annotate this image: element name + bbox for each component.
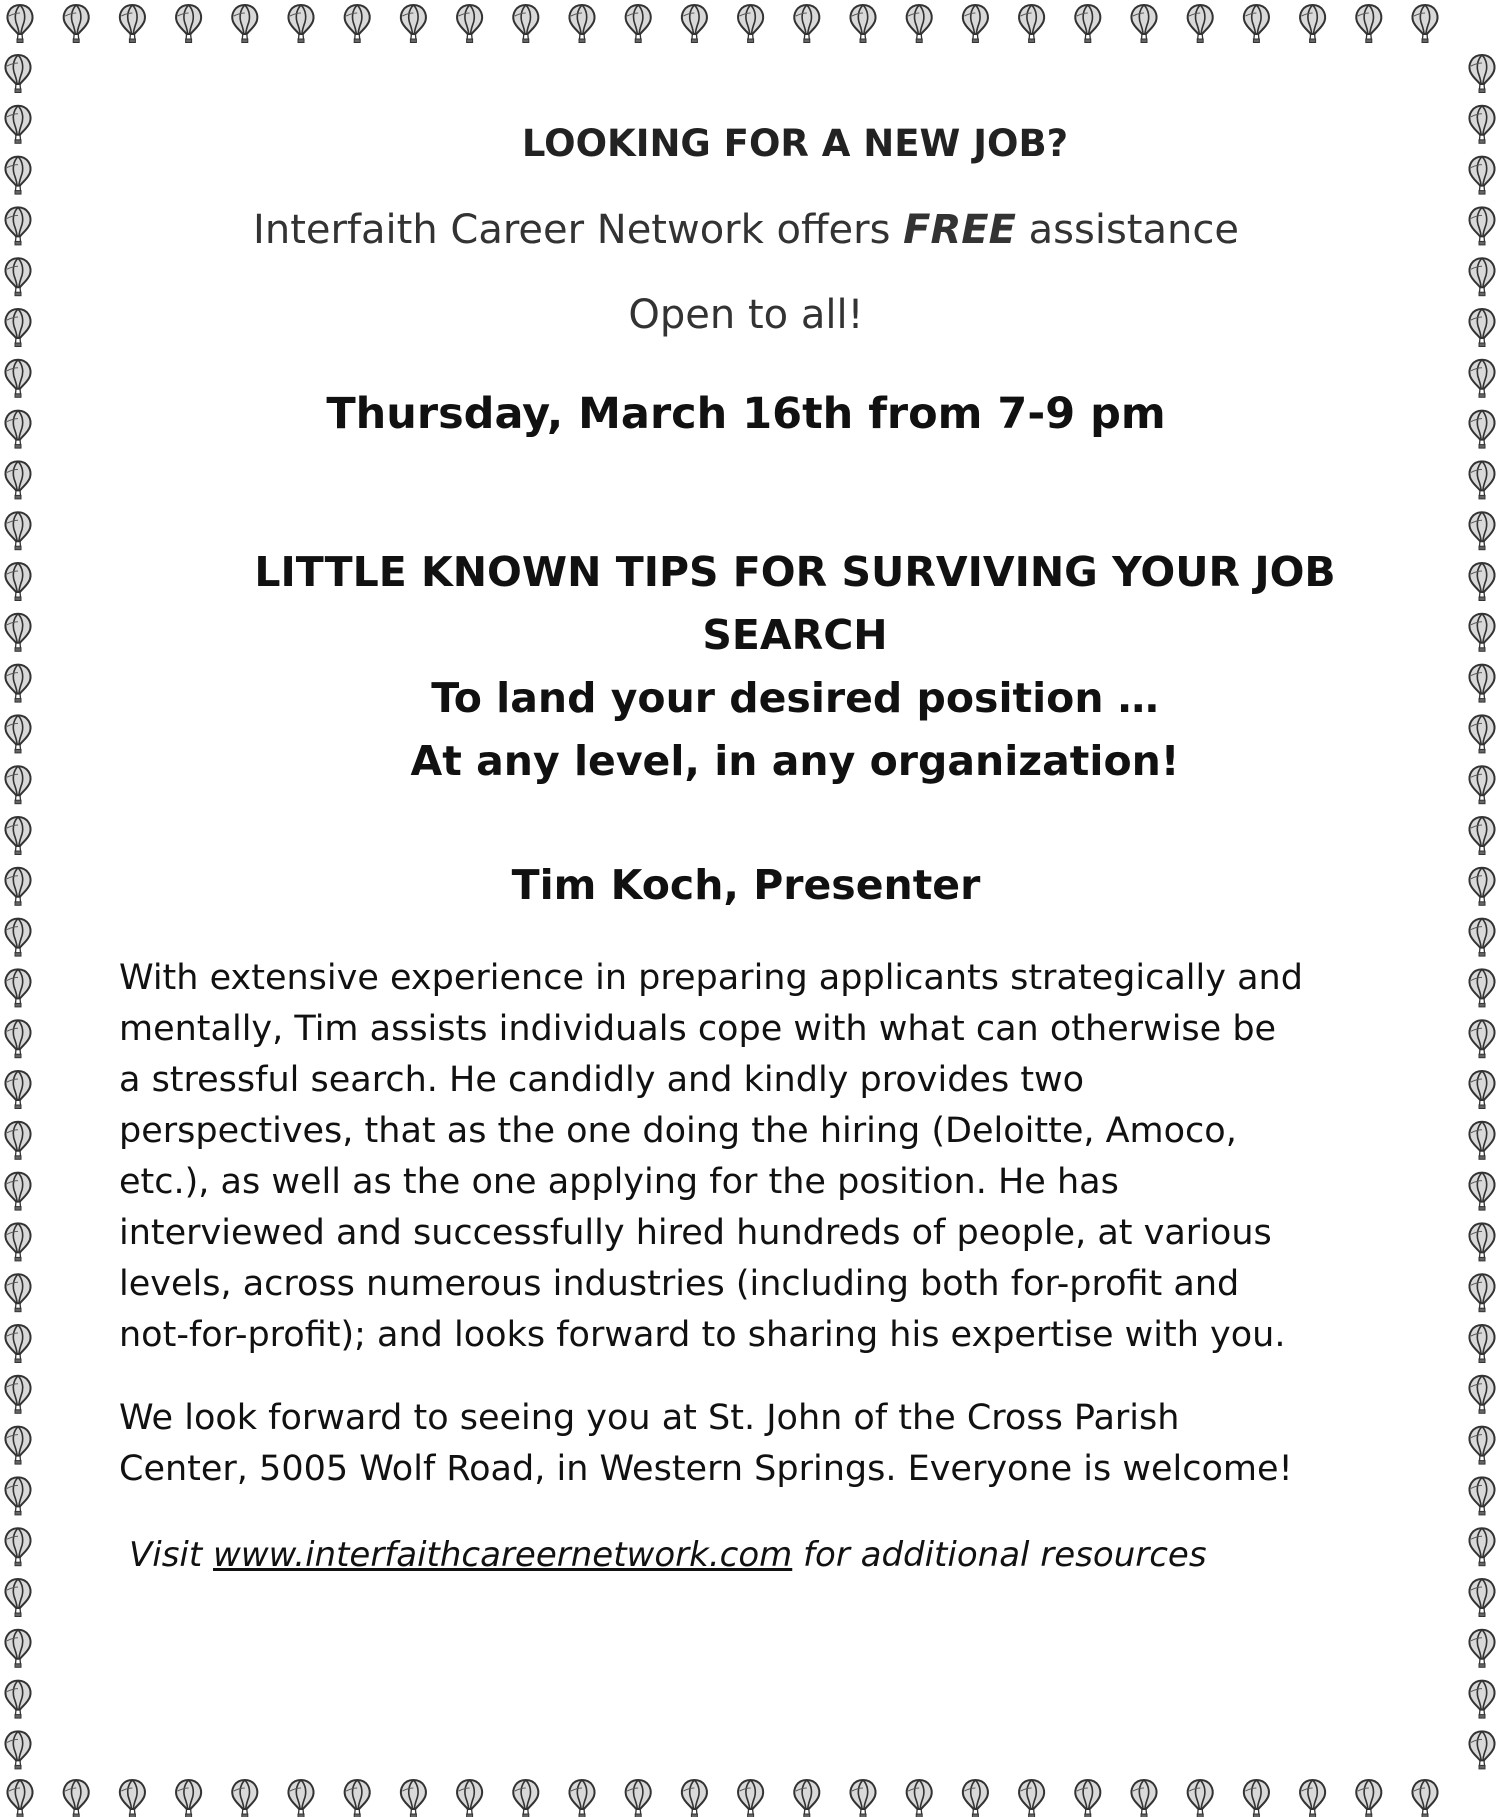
hot-air-balloon-icon	[457, 1780, 482, 1817]
hot-air-balloon-icon	[1470, 1223, 1495, 1261]
hot-air-balloon-icon	[1470, 461, 1495, 499]
hot-air-balloon-icon	[64, 1780, 89, 1817]
hot-air-balloon-icon	[1188, 5, 1213, 43]
hot-air-balloon-icon	[794, 1780, 819, 1817]
hot-air-balloon-icon	[6, 919, 31, 957]
hot-air-balloon-icon	[794, 5, 819, 43]
bio-line: With extensive experience in preparing applicants strategically and	[119, 958, 1303, 998]
hot-air-balloon-icon	[1132, 1780, 1157, 1817]
hot-air-balloon-icon	[1470, 106, 1495, 144]
hot-air-balloon-icon	[1470, 868, 1495, 906]
hot-air-balloon-icon	[1470, 1325, 1495, 1363]
visit-text-before: Visit	[129, 1535, 214, 1575]
hot-air-balloon-icon	[1188, 1780, 1213, 1817]
hot-air-balloon-icon	[232, 5, 257, 43]
hot-air-balloon-icon	[1356, 1780, 1381, 1817]
hot-air-balloon-icon	[1470, 766, 1495, 804]
hot-air-balloon-icon	[1470, 157, 1495, 195]
hot-air-balloon-icon	[401, 5, 426, 43]
hot-air-balloon-icon	[1470, 614, 1495, 652]
hot-air-balloon-icon	[570, 1780, 595, 1817]
hot-air-balloon-icon	[120, 1780, 145, 1817]
hot-air-balloon-icon	[1470, 1071, 1495, 1109]
hot-air-balloon-icon	[1244, 1780, 1269, 1817]
hot-air-balloon-icon	[1470, 1731, 1495, 1769]
hot-air-balloon-icon	[345, 1780, 370, 1817]
hot-air-balloon-icon	[6, 1579, 31, 1617]
bio-line: etc.), as well as the one applying for the position. He has	[119, 1162, 1119, 1202]
main-heading: LOOKING FOR A NEW JOB?	[521, 122, 1069, 165]
tips-subtitle-line-2: At any level, in any organization!	[410, 737, 1180, 785]
offer-line	[253, 207, 1239, 253]
hot-air-balloon-icon	[6, 258, 31, 296]
presenter-name: Tim Koch, Presenter	[511, 861, 981, 909]
hot-air-balloon-icon	[1019, 1780, 1044, 1817]
hot-air-balloon-icon	[1470, 309, 1495, 347]
tips-title-line-2: SEARCH	[702, 611, 888, 659]
hot-air-balloon-icon	[1470, 207, 1495, 245]
hot-air-balloon-icon	[120, 5, 145, 43]
bio-line: mentally, Tim assists individuals cope with what can otherwise be	[119, 1009, 1277, 1049]
hot-air-balloon-icon	[1413, 1780, 1438, 1817]
hot-air-balloon-icon	[6, 1173, 31, 1211]
hot-air-balloon-icon	[176, 1780, 201, 1817]
hot-air-balloon-icon	[1470, 969, 1495, 1007]
hot-air-balloon-icon	[289, 1780, 314, 1817]
offer-text-after: assistance	[1015, 207, 1239, 253]
hot-air-balloon-icon	[6, 55, 31, 93]
offer-text-before: Interfaith Career Network offers	[253, 207, 904, 253]
hot-air-balloon-icon	[907, 1780, 932, 1817]
hot-air-balloon-icon	[1470, 1579, 1495, 1617]
hot-air-balloon-icon	[6, 1681, 31, 1719]
hot-air-balloon-icon	[6, 665, 31, 703]
hot-air-balloon-icon	[64, 5, 89, 43]
hot-air-balloon-icon	[1300, 1780, 1325, 1817]
hot-air-balloon-icon	[682, 1780, 707, 1817]
hot-air-balloon-icon	[6, 1274, 31, 1312]
hot-air-balloon-icon	[1470, 919, 1495, 957]
hot-air-balloon-icon	[1075, 5, 1100, 43]
hot-air-balloon-icon	[963, 1780, 988, 1817]
hot-air-balloon-icon	[1470, 512, 1495, 550]
location-line: Center, 5005 Wolf Road, in Western Springs. Everyone is welcome!	[119, 1449, 1293, 1489]
hot-air-balloon-icon	[6, 360, 31, 398]
hot-air-balloon-icon	[289, 5, 314, 43]
hot-air-balloon-icon	[1470, 1274, 1495, 1312]
hot-air-balloon-icon	[6, 1376, 31, 1414]
bio-line: a stressful search. He candidly and kindly provides two	[119, 1060, 1085, 1100]
hot-air-balloon-icon	[232, 1780, 257, 1817]
hot-air-balloon-icon	[457, 5, 482, 43]
hot-air-balloon-icon	[513, 1780, 538, 1817]
hot-air-balloon-icon	[738, 1780, 763, 1817]
hot-air-balloon-icon	[1470, 55, 1495, 93]
visit-line	[129, 1535, 1207, 1575]
hot-air-balloon-icon	[851, 5, 876, 43]
hot-air-balloon-icon	[1356, 5, 1381, 43]
hot-air-balloon-icon	[6, 1528, 31, 1566]
hot-air-balloon-icon	[401, 1780, 426, 1817]
hot-air-balloon-icon	[6, 969, 31, 1007]
hot-air-balloon-icon	[6, 1020, 31, 1058]
hot-air-balloon-icon	[6, 157, 31, 195]
event-date: Thursday, March 16th from 7-9 pm	[326, 389, 1166, 439]
hot-air-balloon-icon	[1470, 665, 1495, 703]
hot-air-balloon-icon	[6, 1477, 31, 1515]
hot-air-balloon-icon	[1470, 1427, 1495, 1465]
location-line: We look forward to seeing you at St. John of the Cross Parish	[119, 1398, 1180, 1438]
hot-air-balloon-icon	[6, 1223, 31, 1261]
bio-line: levels, across numerous industries (including both for-profit and	[119, 1264, 1240, 1304]
visit-text-after: for additional resources	[792, 1535, 1207, 1575]
hot-air-balloon-icon	[1470, 563, 1495, 601]
hot-air-balloon-icon	[1470, 1376, 1495, 1414]
website-link[interactable]: www.interfaithcareernetwork.com	[213, 1535, 793, 1575]
hot-air-balloon-icon	[1470, 1020, 1495, 1058]
hot-air-balloon-icon	[6, 715, 31, 753]
hot-air-balloon-icon	[1470, 1630, 1495, 1668]
hot-air-balloon-icon	[513, 5, 538, 43]
hot-air-balloon-icon	[6, 309, 31, 347]
hot-air-balloon-icon	[6, 817, 31, 855]
hot-air-balloon-icon	[738, 5, 763, 43]
hot-air-balloon-icon	[6, 563, 31, 601]
hot-air-balloon-icon	[6, 411, 31, 449]
hot-air-balloon-icon	[682, 5, 707, 43]
hot-air-balloon-icon	[1244, 5, 1269, 43]
hot-air-balloon-icon	[345, 5, 370, 43]
tips-title-line-1: LITTLE KNOWN TIPS FOR SURVIVING YOUR JOB	[254, 548, 1336, 596]
bio-line: not-for-profit); and looks forward to sharing his expertise with you.	[119, 1315, 1286, 1355]
hot-air-balloon-icon	[963, 5, 988, 43]
hot-air-balloon-icon	[1470, 411, 1495, 449]
hot-air-balloon-icon	[1470, 1528, 1495, 1566]
hot-air-balloon-icon	[6, 868, 31, 906]
hot-air-balloon-icon	[1470, 1122, 1495, 1160]
bio-line: perspectives, that as the one doing the hiring (Deloitte, Amoco,	[119, 1111, 1237, 1151]
hot-air-balloon-icon	[8, 5, 33, 43]
open-to-all: Open to all!	[628, 292, 864, 338]
hot-air-balloon-icon	[6, 512, 31, 550]
hot-air-balloon-icon	[1075, 1780, 1100, 1817]
hot-air-balloon-icon	[176, 5, 201, 43]
free-emphasis: FREE	[903, 207, 1016, 253]
tips-subtitle-line-1: To land your desired position …	[431, 674, 1159, 722]
hot-air-balloon-icon	[851, 1780, 876, 1817]
hot-air-balloon-icon	[1470, 1681, 1495, 1719]
hot-air-balloon-icon	[570, 5, 595, 43]
hot-air-balloon-icon	[6, 1325, 31, 1363]
hot-air-balloon-icon	[8, 1780, 33, 1817]
hot-air-balloon-icon	[1470, 715, 1495, 753]
hot-air-balloon-icon	[6, 1122, 31, 1160]
hot-air-balloon-icon	[6, 207, 31, 245]
hot-air-balloon-icon	[1413, 5, 1438, 43]
hot-air-balloon-icon	[1019, 5, 1044, 43]
hot-air-balloon-icon	[6, 614, 31, 652]
hot-air-balloon-icon	[1470, 1173, 1495, 1211]
hot-air-balloon-icon	[6, 1427, 31, 1465]
hot-air-balloon-icon	[6, 1071, 31, 1109]
hot-air-balloon-icon	[626, 1780, 651, 1817]
bio-line: interviewed and successfully hired hundreds of people, at various	[119, 1213, 1272, 1253]
hot-air-balloon-icon	[1300, 5, 1325, 43]
hot-air-balloon-icon	[6, 106, 31, 144]
hot-air-balloon-icon	[1470, 1477, 1495, 1515]
hot-air-balloon-icon	[1132, 5, 1157, 43]
hot-air-balloon-icon	[6, 1731, 31, 1769]
hot-air-balloon-icon	[907, 5, 932, 43]
hot-air-balloon-icon	[1470, 360, 1495, 398]
hot-air-balloon-icon	[6, 766, 31, 804]
hot-air-balloon-icon	[1470, 258, 1495, 296]
hot-air-balloon-icon	[6, 461, 31, 499]
hot-air-balloon-icon	[1470, 817, 1495, 855]
hot-air-balloon-icon	[626, 5, 651, 43]
hot-air-balloon-icon	[6, 1630, 31, 1668]
